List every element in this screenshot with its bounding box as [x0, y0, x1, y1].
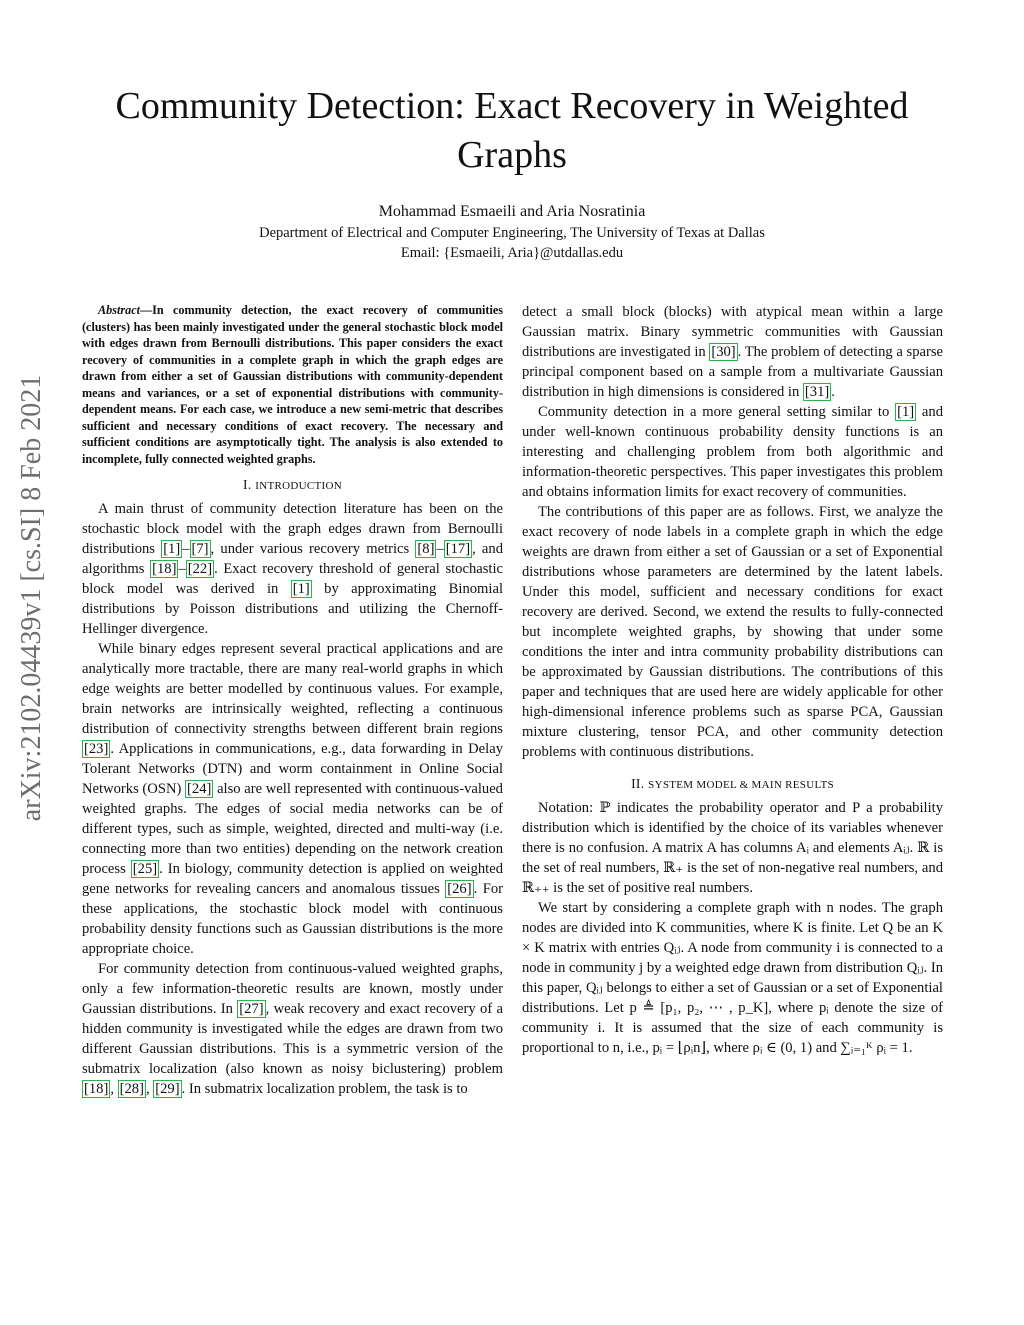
right-paragraph-1 [522, 302, 943, 402]
citation-link[interactable]: [18] [152, 561, 177, 577]
abstract [82, 302, 503, 467]
left-column [82, 302, 503, 1099]
text-run: . For these applications, the stochastic block model with continuous probability density functions such as Gaussian distributions is the more appropriate choice. [82, 881, 503, 957]
text-run: . In biology, community detection is applied on weighted gene networks for revealing cancers and anomalous tissues [82, 861, 503, 897]
text-run: – [178, 561, 186, 577]
text-run: , and algorithms [82, 541, 504, 577]
citation-link[interactable]: [7] [191, 541, 209, 557]
arxiv-side-stamp: arXiv:2102.04439v1 [cs.SI] 8 Feb 2021 [16, 374, 47, 822]
text-run: , [145, 1081, 154, 1097]
citation-link[interactable]: [18] [84, 1081, 109, 1097]
text-run: – [182, 541, 190, 557]
text-run: , weak recovery and exact recovery of a hidden community is investigated while the edges are drawn from two different Gaussian distributions. This is a symmetric version of the submatrix localization (also known as noisy biclustering) problem [82, 1001, 503, 1077]
text-run: While binary edges represent several practical applications and are analytically more tractable, there are many real-world graphs in which edge weights are better modelled by continuous values. For example, brain networks are intrinsically weighted, reflecting a continuous distribution of connectivity strengths between different brain regions [82, 641, 503, 737]
text-run: also are well represented with continuous-valued weighted graphs. The edges of social media networks can be of different types, such as simple, weighted, directed and multi-way (i.e. connecting more than two entities) depending on the network creation process [82, 781, 503, 877]
citation-link[interactable]: [28] [119, 1081, 144, 1097]
citation-link[interactable]: [24] [187, 781, 212, 797]
paper-title: Community Detection: Exact Recovery in Weighted Graphs [115, 85, 909, 176]
citation-link[interactable]: [1] [292, 581, 310, 597]
paper-email: Email: {Esmaeili, Aria}@utdallas.edu [400, 245, 624, 261]
citation-link[interactable]: [1] [163, 541, 181, 557]
text-run: . Exact recovery threshold of general stochastic block model was derived in [82, 561, 503, 597]
section-heading-introduction [82, 477, 503, 493]
text-run: Community detection in a more general setting similar to [538, 404, 896, 420]
citation-link[interactable]: [17] [445, 541, 471, 557]
citation-link[interactable]: [27] [239, 1001, 264, 1017]
contributions-paragraph: The contributions of this paper are as follows. First, we analyze the exact recovery of node labels in a complete graph in which the edge weights are drawn from either a set of Gaussian or a set of Exponential distributions whose parameters are determined by the latent labels. Under this model, sufficient and necessary conditions for exact recovery are derived. Second, we extend the results to fully-connected but incomplete weighted graphs, by showing that under some conditions the inter and intra community probability distributions can be approximated by Gaussian distributions. The contributions of this paper and techniques that are used here are widely applicable for other high-dimensional inference problems such as sparse PCA, Gaussian mixture clustering, tensor PCA, and other community detection problems with continuous distributions. [522, 504, 943, 760]
text-run: . Applications in communications, e.g., data forwarding in Delay Tolerant Networks (DTN) and worm containment in Online Social Networks (OSN) [82, 741, 503, 797]
section-title: INTRODUCTION [255, 480, 342, 492]
text-run: by approximating Binomial distributions by Poisson distributions and utilizing the Chernoff-Hellinger divergence. [82, 581, 503, 637]
citation-link[interactable]: [26] [447, 881, 472, 897]
citation-link[interactable]: [25] [132, 861, 158, 877]
text-run: detect a small block (blocks) with atypical mean within a large Gaussian matrix. Binary symmetric communities with Gaussian distributions are investigated in [522, 304, 943, 360]
section-heading-system-model [522, 776, 943, 792]
citation-link[interactable]: [30] [711, 344, 736, 360]
paper-affiliation: Department of Electrical and Computer Engineering, The University of Texas at Dallas [259, 225, 765, 241]
citation-link[interactable]: [22] [187, 561, 213, 577]
intro-paragraph-2 [82, 639, 503, 959]
section-title: SYSTEM MODEL & MAIN RESULTS [648, 779, 834, 791]
citation-link[interactable]: [1] [897, 404, 915, 420]
notation-paragraph: Notation: ℙ indicates the probability operator and P a probability distribution which is identified by the choice of its variables whenever there is no confusion. A matrix A has columns Aᵢ and elements Aᵢⱼ. ℝ is the set of real numbers, ℝ₊ is the set of non-negative real numbers, and ℝ₊₊ is the set of positive real numbers. [522, 800, 943, 896]
citation-link[interactable]: [29] [155, 1081, 180, 1097]
model-paragraph: We start by considering a complete graph with n nodes. The graph nodes are divided into K communities, where K is finite. Let Q be an K × K matrix with entries Qᵢⱼ. A node from community i is connected to a node in community j by a weighted edge drawn from distribution Qᵢⱼ. In this paper, Qᵢⱼ belongs to either a set of Gaussian or a set of Exponential distributions. Let p ≜ [p₁, p₂, ⋯ , p_K], where pᵢ denote the size of community i. It is assumed that the size of each community is proportional to n, i.e., pᵢ = ⌊ρᵢn⌋, where ρᵢ ∈ (0, 1) and ∑ᵢ₌₁ᴷ ρᵢ = 1. [522, 900, 943, 1056]
right-column [522, 302, 943, 1058]
text-run: and under well-known continuous probability density functions is an interesting and challenging problem from both algorithmic and information-theoretic perspectives. This paper investigates this problem and obtains information limits for exact recovery of communities. [522, 404, 943, 500]
text-run: – [436, 541, 444, 557]
abstract-text: —In community detection, the exact recovery of communities (clusters) has been mainly investigated under the general stochastic block model with edges drawn from Bernoulli distributions. This paper considers the exact recovery of communities in a complete graph in which the graph edges are drawn from either a set of Gaussian distributions with community-dependent means and variances, or a set of exponential distributions with community-dependent means. For each case, we introduce a new semi-metric that describes sufficient and necessary conditions of exact recovery. The necessary and sufficient conditions are asymptotically tight. The analysis is also extended to incomplete, fully connected weighted graphs. [82, 303, 503, 466]
citation-link[interactable]: [31] [804, 384, 830, 400]
text-run: A main thrust of community detection literature has been on the stochastic block model with the graph edges drawn from Bernoulli distributions [82, 501, 503, 557]
intro-paragraph-3 [82, 959, 503, 1099]
text-run: . In submatrix localization problem, the task is to [181, 1081, 468, 1097]
paper-authors: Mohammad Esmaeili and Aria Nosratinia [378, 203, 646, 220]
text-run: . [831, 384, 835, 400]
text-run: For community detection from continuous-valued weighted graphs, only a few information-theoretic results are known, mostly under Gaussian distributions. In [82, 961, 503, 1017]
text-run: , [110, 1081, 118, 1097]
text-run: . The problem of detecting a sparse principal component based on a sample from a multivariate Gaussian distribution in high dimensions is considered in [522, 344, 943, 400]
right-paragraph-2 [522, 402, 943, 502]
intro-paragraph-1 [82, 499, 503, 639]
citation-link[interactable]: [8] [417, 541, 435, 557]
text-run: , under various recovery metrics [210, 541, 416, 557]
abstract-lead: Abstract [98, 303, 140, 317]
section-number: II. [631, 776, 645, 791]
citation-link[interactable]: [23] [84, 741, 109, 757]
section-number: I. [243, 477, 252, 492]
